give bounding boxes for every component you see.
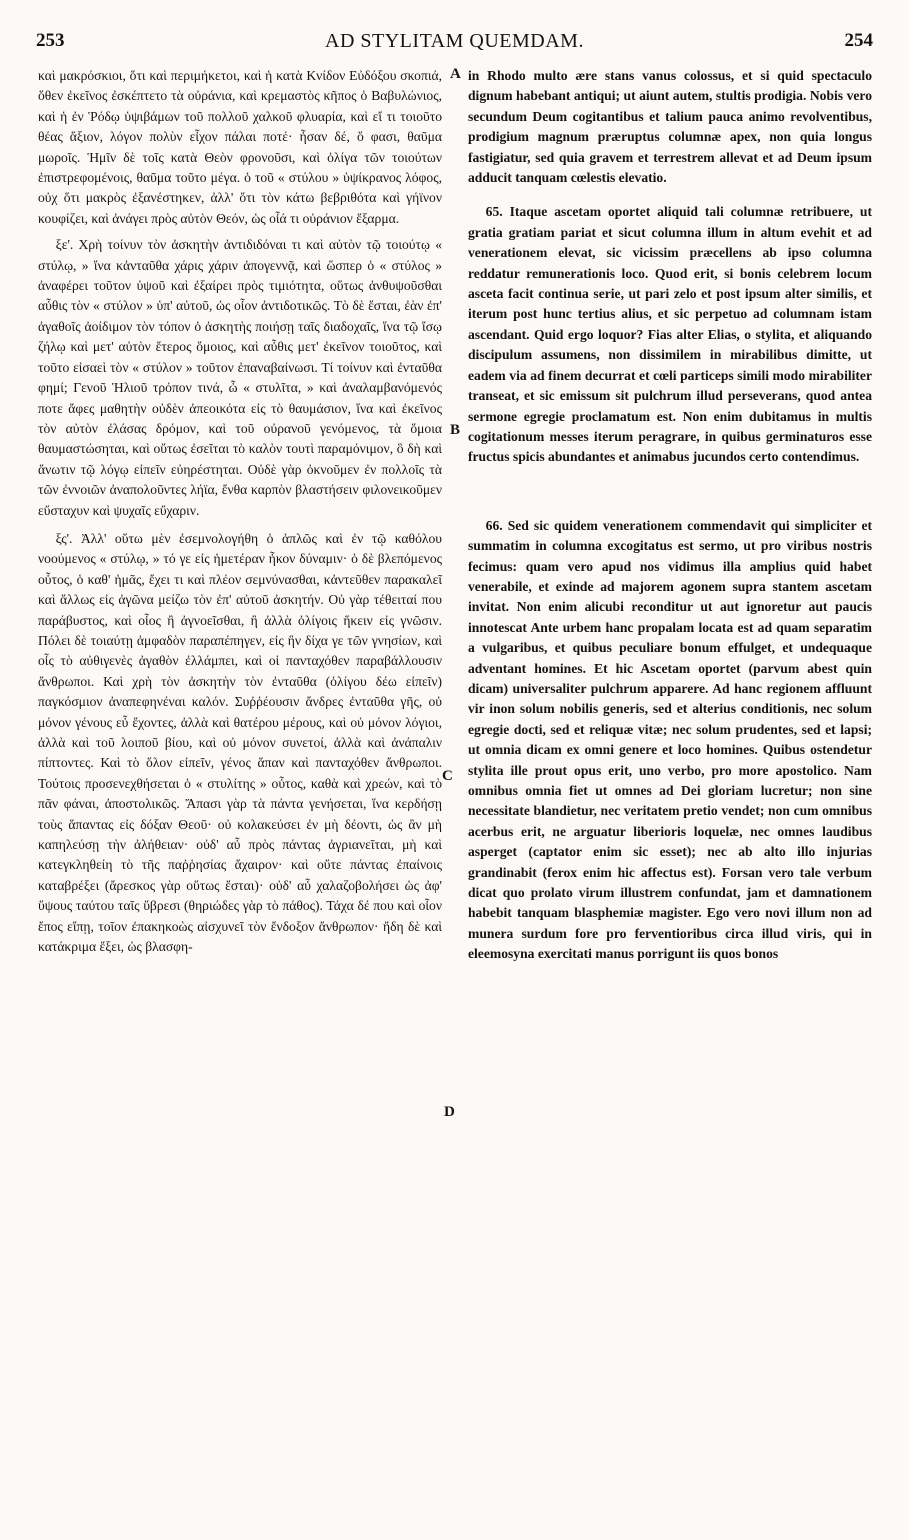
greek-text-column — [38, 66, 442, 957]
greek-paragraph: καὶ μακρόσκιοι, ὅτι καὶ περιμήκετοι, καὶ ἡ κατὰ Κνίδον Εὐδόξου σκοπιά, ὅθεν ἐκεῖνος ἐσκέπτετο τὰ οὐράνια, καὶ κρεμαστὸς κῆπος ὁ Βαβυλώνιος, καὶ ἡ ἐν Ῥόδῳ ὑψιβάμων τοῦ πολλοῦ χαλκοῦ φλυαρία, καὶ εἴ τι τοιοῦτο θέας ἄξιον, λόγον πολὺν εἶχον πάλαι ποτέ· ἦσαν δέ, ὅ φασι, θαῦμα μωροῖς. Ἡμῖν δὲ τοῖς κατὰ Θεὸν φρονοῦσι, καὶ ὀλίγα τῶν τοιούτων ἐπιστρεφομένοις, θαῦμα τοῦτο μέγα. ὁ τοῦ « στύλου » ὑψίκρανος λόφος, οὐχ ὅτι μακρὸς ἐξανέστηκεν, ἀλλ' ὅτι τὸν κάτω βεβριθότα καὶ γήϊνον κουφίζει, καὶ ἀνάγει πρὸς αὐτὸν Θεόν, ὡς οἷά τι οὐράνιον ἔξαρμα. — [38, 68, 442, 226]
margin-marker-b: B — [450, 422, 461, 438]
latin-paragraph: in Rhodo multo ære stans vanus colossus, et si quid spectaculo dignum habebant antiqui; ut aiunt autem, stultis prodigia. Nobis vero secundum Deum cogitantibus et talium pauca animo revolventibus, prodigium magnum præruptus columnæ apex, non quia longus fastigiatur, sed quia gravem et terrestrem allevat et ad Deum ipsum adducit tanquam cœlestis elevatio. — [468, 68, 872, 186]
page-number-right: 254 — [844, 30, 873, 51]
page-number-left: 253 — [36, 30, 65, 51]
greek-paragraph: ξε'. Χρὴ τοίνυν τὸν ἀσκητὴν ἀντιδιδόναι τι καὶ αὐτὸν τῷ τοιούτῳ « στύλῳ, » ἵνα κἀνταῦθα χάρις χάριν ἀπογεννᾷ, καὶ ὥσπερ ὁ « στύλος » ἀναφέρει τοῦτον ὑψοῦ καὶ ἐξαίρει πρὸς τιμιότητα, οὕτως ἀνθυψοῦσθαι αὖθις τὸν « στύλον » ὑπ' αὐτοῦ, ὡς οἷον ἀντιδοτικῶς. Τὸ δὲ ἔσται, ἐὰν ἐπ' ἀγαθοῖς ἀοίδιμον τὸν τόπον ὁ ἀσκητὴς ποιήσῃ ταῖς διαδοχαῖς, ἵνα τῷ ἴσῳ ζήλῳ καὶ μετ' αὐτὸν ἕτερος ὅμοιος, καὶ αὖθις μετ' ἐκεῖνον τοιοῦτος, καὶ τοῦτο εἰσαεὶ τὸν « στύλον » τοῦτον ἐπαναβαίνωσι. Τί τοίνυν καὶ ἐνταῦθα φημί; Γενοῦ Ἡλιοῦ τρόπον τινά, ὦ « στυλῖτα, » καὶ ἀναλαμβανόμενός ποτε ἄφες μαθητὴν οὐδὲν ἀπεοικότα εἰς τὸ θαυμάσιον, ἵνα καὶ ἐκεῖνος τὸν αὐτὸν ἐλάσας δρόμον, καὶ τοῦ οὐρανοῦ γενόμενος, τὰ ὅμοια θαυμαστώσηται, καὶ οὕτως ἐσεῖται τὸ καλὸν τουτὶ παραμόνιμον, ὃ δὴ καὶ ἄνωτιν τῷ λόγῳ εἰπεῖν εὐηρέστηται. Οὐδὲ γὰρ ὀκνοῦμεν ἐν πολλοῖς τὰ τῶν ἐννοιῶν ἀναπολοῦντες λήϊα, ἔνθα καρπὸν βλαστήσειν φιλονεικοῦμεν εὔσταχυν καὶ ψυχαῖς εὔχαριν. — [38, 237, 442, 518]
margin-marker-a: A — [450, 66, 461, 82]
latin-paragraph: 65. Itaque ascetam oportet aliquid tali columnæ retribuere, ut gratia gratiam pariat et sicut columna illum in altum evehit et ad venerationem elevat, sic vicissim præcellens ab ipso columna reddatur remunerationis loco. Quod erit, si bonis celebrem locum asceta facit continua serie, ut pari zelo et post ipsum alter similis, et iterum post hunc tertius alius, et sic perpetuo ad columnam istam ascendant. Quid ergo loquor? Fias alter Elias, o stylita, et aliquando discipulum assumens, non dissimilem in mirabilibus dimitte, ut eadem via ad finem decurrat et cœli particeps simili modo mirabiliter transeat, et sic emissum sit pulchrum illud perseverans, quod antea sermone egregie proclamatum est. Non enim dubitamus in multis cogitationum messes iterum peragrare, in quibus germinaturos esse fructus spicis abundantes et animabus jucundos certo contendimus. — [468, 204, 872, 465]
page-header — [36, 30, 873, 54]
latin-text-column — [468, 66, 872, 965]
latin-paragraph: 66. Sed sic quidem venerationem commendavit qui simpliciter et summatim in columna excogitatus est sermo, ut pro viribus nostris fecimus: quam vero apud nos vidimus illa amplius quid habet venerabile, et exinde ad majorem agonem supra stantem ascetam invitat. Non enim alicubi reconditur ut aut ignoretur aut paucis innotescat Ante urbem hanc propalam locata est ad quam separatim a vulgaribus, et quibus peculiare bonum effulget, et undequaque adventant homines. Et hic Ascetam oportet (parvum abest quin dicam) universaliter pulchrum apparere. Ad hanc regionem affluunt vir inon solum nobilis generis, sed et alterius conditionis, nec solum egregie docti, sed et reliquæ vitæ; nec solum prudentes, sed et lapsi; ut omnia dicam ex omni genere et loco homines. Quibus ostendetur stylita ille prout opus erit, uno verbo, pro more apostolico. Nam omnibus omnia fiet ut omnes ad Dei gloriam lucretur; non sine necessitate blandietur, nec veritatem pretio vendet; non cum omnibus acerbus erit, ne arguatur liberioris loquelæ, nec omnes laudibus asperget (captator enim sic esset); nec ab alto illo injurias grandinabit (ferox enim hic affectus est). Forsan vero tale verbum dicat quo prolato virum illustrem confundat, jam et damnationem habebit tanquam blasphemiæ magister. Ego vero novi illum non ad munera surdum fore pro ferventioribus circa illud viris, qui in eleemosyna exercitati manus porrigunt iis quos bonos — [468, 517, 872, 962]
margin-marker-c: C — [442, 768, 453, 784]
margin-marker-d: D — [444, 1104, 455, 1120]
greek-paragraph: ξς'. Ἀλλ' οὕτω μὲν ἐσεμνολογήθη ὁ ἁπλῶς καὶ ἐν τῷ καθόλου νοούμενος « στύλῳ, » τό γε εἰς ἡμετέραν ἧκον δύναμιν· ὁ δὲ βλεπόμενος οὗτος, ὁ καθ' ἡμᾶς, ἔχει τι καὶ πλέον σεμνύνασθαι, κἀντεῦθεν παρακαλεῖ καὶ ἄλλως εἰς ἀγῶνα μείζω τὸν ἐπ' αὐτοῦ ἀσκητήν. Οὐ γὰρ τέθειταί που παράβυστος, καὶ οἷος ἢ ἀγνοεῖσθαι, ἢ ἀλλὰ ὀλίγοις ἥκειν εἰς γνῶσιν. Πόλει δὲ τοιαύτῃ ἀμφαδὸν παραπέπηγεν, εἰς ἣν δίχα γε τῶν γνησίων, καὶ οἷς τὸ αὐθιγενὲς ἀγαθὸν ἐλλάμπει, καὶ οἱ πανταχόθεν παραβάλλουσιν ἄνθρωποι. Καὶ χρὴ τὸν ἀσκητὴν τὸν ἐνταῦθα (ὀλίγου δέω εἰπεῖν) παγκόσμιον ἀναπεφηνέναι καλόν. Συῤῥέουσιν ἄνδρες ἐνταῦθα γῆς, οὐ μόνον γένους εὖ ἔχοντες, ἀλλὰ καὶ θατέρου μέρους, καὶ οὐ μόνον λόγιοι, ἀλλὰ καὶ τοῦ λοιποῦ βίου, καὶ οὐ μόνον συνετοί, ἀλλὰ καὶ ἀνάπαλιν πίπτοντες. Καὶ τὸ ὅλον εἰπεῖν, γένος ἅπαν καὶ πανταχόθεν ἄνθρωποι. Τούτοις προσενεχθήσεται ὁ « στυλίτης » οὗτος, καθὰ καὶ χρεών, καὶ τὸ πᾶν φάναι, ἀποστολικῶς. Ἅπασι γὰρ τὰ πάντα γενήσεται, ἵνα κερδήσῃ τοὺς ἅπαντας εἰς δόξαν Θεοῦ· οὐ κολακεύσει ἐν μὴ δέοντι, ὡς ἂν μὴ καπηλεύσῃ τὴν ἀλήθειαν· οὐδ' αὖ πρὸς πάντας ἀγριανεῖται, μὴ καὶ κατεγκληθείη τὸ τῆς παῤῥησίας ἄχαιρον· καὶ οὔτε πάντας ἐπαίνοις καταβρέξει (ἄρεσκος γὰρ οὕτως ἔσται)· οὐδ' αὖ χαλαζοβολήσει ὡς ἀφ' ὕψους ταύτου ταῖς ὕβρεσι (θηριώδες γὰρ τὸ πάθος). Τάχα δέ που καὶ οἷον ἔπος εἴπῃ, τοῖον ἐπακηκοὼς αἰσχυνεῖ τὸν ἔνδοξον ἄνθρωπον· ἤδη δὲ καὶ κατάκριμα ἕξει, ὡς βλασφη- — [38, 530, 442, 955]
running-title: AD STYLITAM QUEMDAM. — [325, 30, 584, 52]
